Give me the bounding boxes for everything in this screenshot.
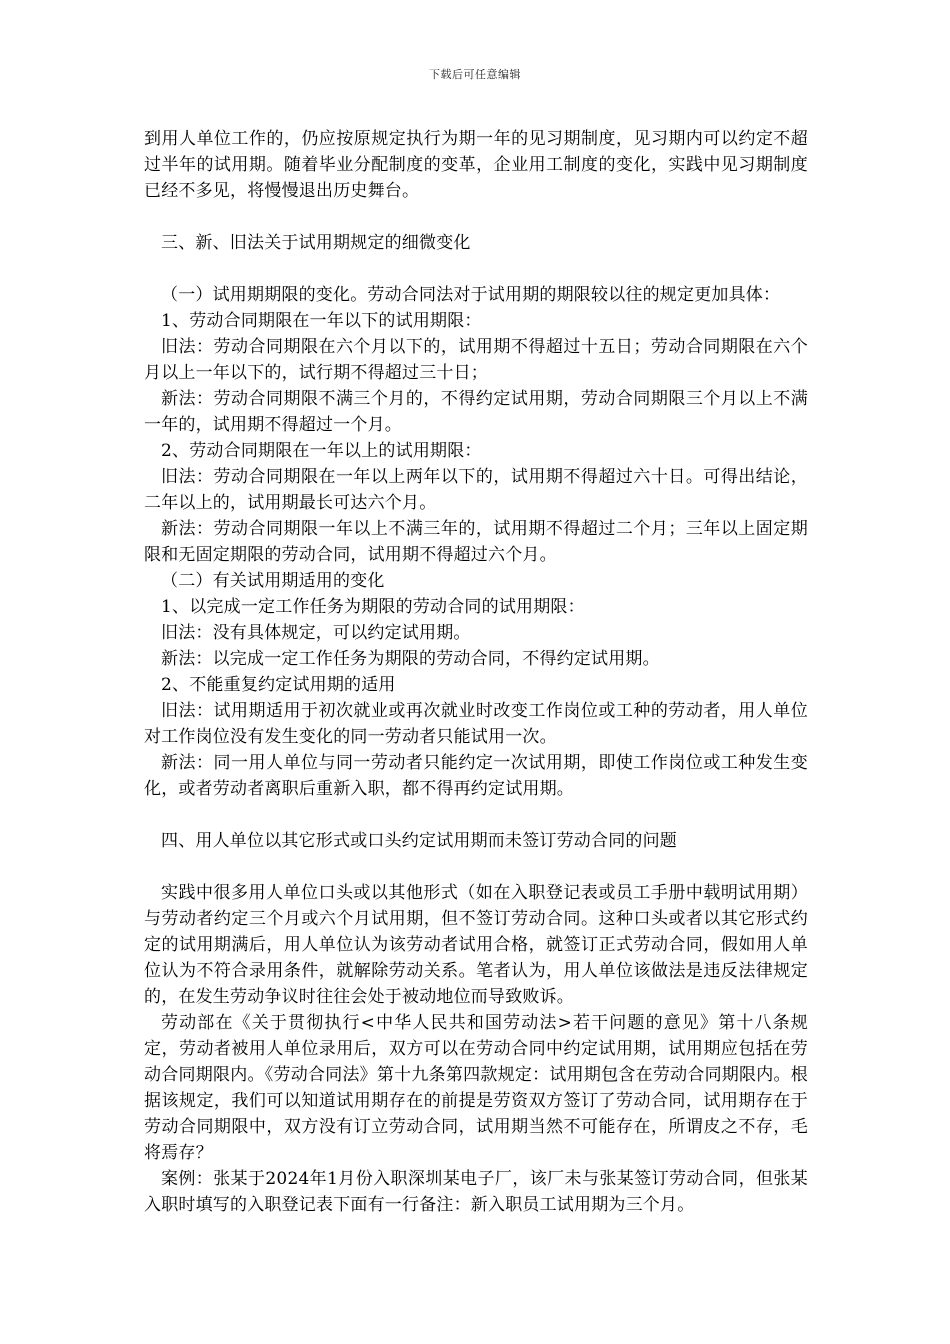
page-header: 下载后可任意编辑: [429, 68, 521, 81]
old-law-paragraph: 旧法：劳动合同期限在一年以上两年以下的，试用期不得超过六十日。可得出结论，二年以上的，试用期最长可达六个月。: [144, 467, 808, 513]
list-item-1: 1、以完成一定工作任务为期限的劳动合同的试用期限：: [161, 597, 585, 617]
spacer: [144, 854, 808, 880]
old-law-paragraph: 旧法：没有具体规定，可以约定试用期。: [161, 623, 471, 643]
spacer: [144, 256, 808, 282]
list-item-1: 1、劳动合同期限在一年以下的试用期限：: [161, 311, 482, 331]
new-law-paragraph: 新法：同一用人单位与同一劳动者只能约定一次试用期，即使工作岗位或工种发生变化，或者劳动者离职后重新入职，都不得再约定试用期。: [144, 753, 808, 799]
old-law-paragraph: 旧法：劳动合同期限在六个月以下的，试用期不得超过十五日；劳动合同期限在六个月以上一年以下的，试行期不得超过三十日；: [144, 337, 808, 383]
list-item-2: 2、劳动合同期限在一年以上的试用期限：: [161, 441, 482, 461]
document-body: [144, 126, 808, 1218]
subsection-heading-1: （一）试用期期限的变化。劳动合同法对于试用期的期限较以往的规定更加具体：: [161, 285, 781, 305]
subsection-heading-2: （二）有关试用期适用的变化: [161, 571, 385, 591]
new-law-paragraph: 新法：劳动合同期限不满三个月的，不得约定试用期，劳动合同期限三个月以上不满一年的，试用期不得超过一个月。: [144, 389, 808, 435]
body-paragraph: 实践中很多用人单位口头或以其他形式（如在入职登记表或员工手册中载明试用期）与劳动者约定三个月或六个月试用期，但不签订劳动合同。这种口头或者以其它形式约定的试用期满后，用人单位认为该劳动者试用合格，就签订正式劳动合同，假如用人单位认为不符合录用条件，就解除劳动关系。笔者认为，用人单位该做法是违反法律规定的，在发生劳动争议时往往会处于被动地位而导致败诉。: [144, 883, 808, 1007]
spacer: [144, 802, 808, 828]
case-paragraph: 案例：张某于2024年1月份入职深圳某电子厂，该厂未与张某签订劳动合同，但张某入职时填写的入职登记表下面有一行备注：新入职员工试用期为三个月。: [144, 1169, 808, 1215]
list-item-2: 2、不能重复约定试用期的适用: [161, 675, 396, 695]
spacer: [144, 204, 808, 230]
new-law-paragraph: 新法：劳动合同期限一年以上不满三年的，试用期不得超过二个月；三年以上固定期限和无固定期限的劳动合同，试用期不得超过六个月。: [144, 519, 808, 565]
paragraph-intro-continued: 到用人单位工作的，仍应按原规定执行为期一年的见习期制度，见习期内可以约定不超过半年的试用期。随着毕业分配制度的变革，企业用工制度的变化，实践中见习期制度已经不多见，将慢慢退出历史舞台。: [144, 129, 808, 201]
body-paragraph: 劳动部在《关于贯彻执行<中华人民共和国劳动法>若干问题的意见》第十八条规定，劳动者被用人单位录用后，双方可以在劳动合同中约定试用期，试用期应包括在劳动合同期限内。《劳动合同法》第十九条第四款规定：试用期包含在劳动合同期限内。根据该规定，我们可以知道试用期存在的前提是劳资双方签订了劳动合同，试用期存在于劳动合同期限中，双方没有订立劳动合同，试用期当然不可能存在，所谓皮之不存，毛将焉存？: [144, 1013, 808, 1163]
new-law-paragraph: 新法：以完成一定工作任务为期限的劳动合同，不得约定试用期。: [161, 649, 660, 669]
old-law-paragraph: 旧法：试用期适用于初次就业或再次就业时改变工作岗位或工种的劳动者，用人单位对工作岗位没有发生变化的同一劳动者只能试用一次。: [144, 701, 808, 747]
section-heading-3: 三、新、旧法关于试用期规定的细微变化: [161, 233, 471, 253]
section-heading-4: 四、用人单位以其它形式或口头约定试用期而未签订劳动合同的问题: [161, 831, 677, 851]
